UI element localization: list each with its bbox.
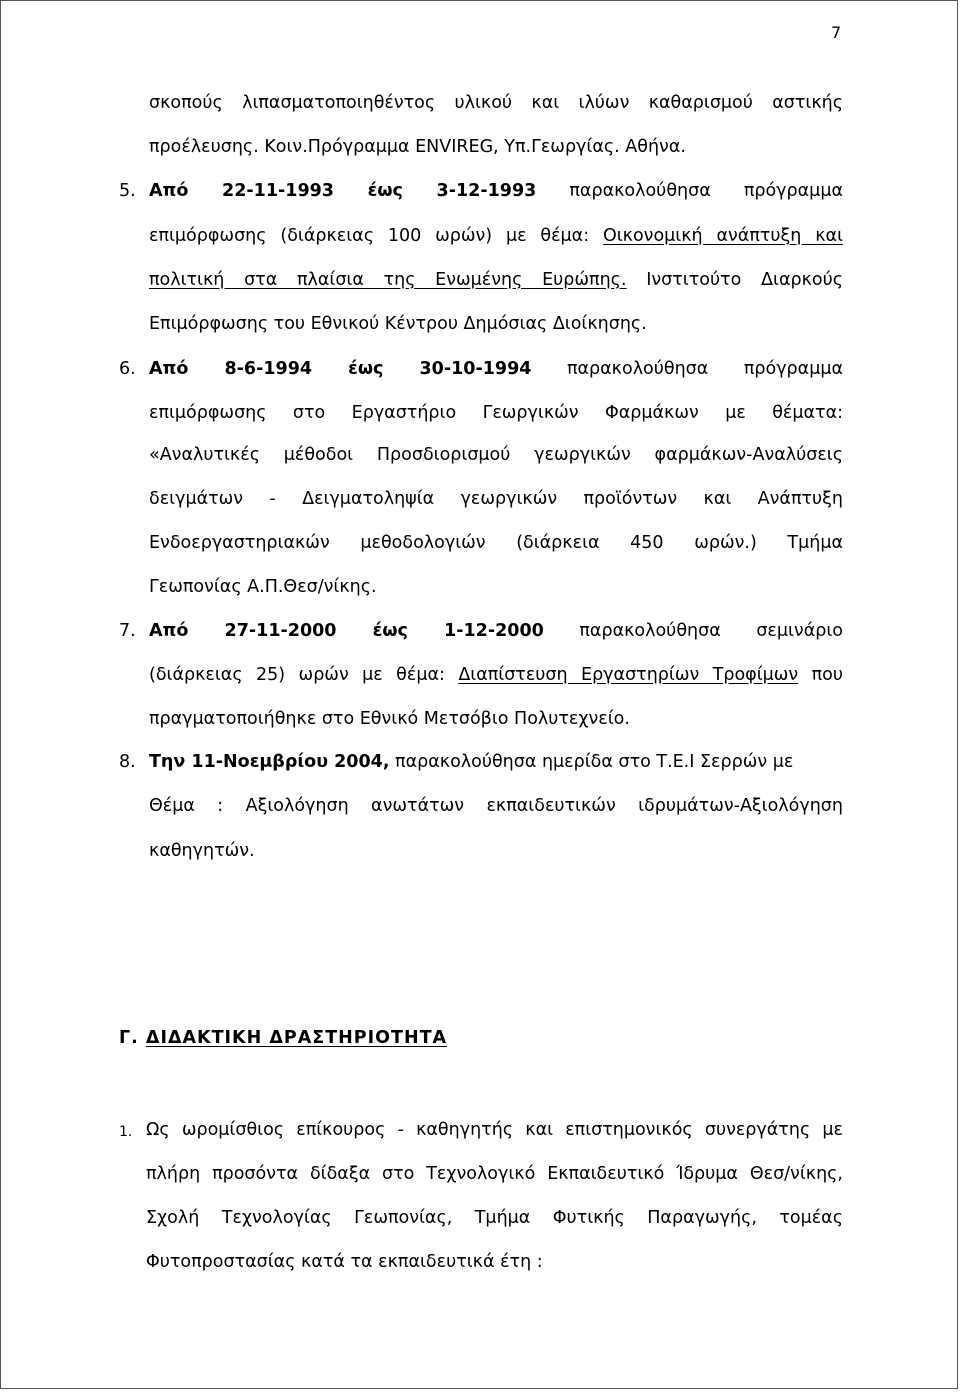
section-heading (119, 1026, 447, 1050)
item7-line2-pre: (διάρκειας 25) ωρών με θέμα: (149, 665, 459, 685)
item8-line2: Θέμα : Αξιολόγηση ανωτάτων εκπαιδευτικών ιδρυμάτων-Αξιολόγηση (149, 796, 843, 816)
page-number: 7 (831, 23, 842, 42)
item5-topic-part2: πολιτική στα πλαίσια της Ενωμένης Ευρώπης. (149, 270, 627, 290)
item7-topic: Διαπίστευση Εργαστηρίων Τροφίμων (458, 665, 799, 685)
item6-number: 6. (119, 359, 136, 379)
item5-line3-rest: Ινστιτούτο Διαρκούς (626, 270, 844, 290)
item8-line1-rest: παρακολούθησα ημερίδα στο Τ.Ε.Ι Σερρών με (389, 752, 794, 772)
item6-line4: δειγμάτων - Δειγματοληψία γεωργικών προϊόντων και Ανάπτυξη (149, 489, 843, 509)
item5-line1-rest: παρακολούθησα πρόγραμμα (536, 181, 843, 201)
item7-line1 (149, 619, 843, 643)
item5-line2-pre: επιμόρφωσης (διάρκειας 100 ωρών) με θέμα: (149, 226, 603, 246)
item8-date: Την 11-Νοεμβρίου 2004, (149, 752, 390, 772)
item6-line3: «Αναλυτικές μέθοδοι Προσδιορισμού γεωργικών φαρμάκων-Αναλύσεις (149, 445, 843, 465)
item5-line4: Επιμόρφωσης του Εθνικού Κέντρου Δημόσιας Διοίκησης. (149, 314, 647, 334)
section-letter: Γ. (119, 1028, 146, 1048)
teaching1-line3: Σχολή Τεχνολογίας Γεωπονίας, Τμήμα Φυτικής Παραγωγής, τομέας (146, 1208, 843, 1228)
item7-line3: πραγματοποιήθηκε στο Εθνικό Μετσόβιο Πολυτεχνείο. (149, 709, 630, 729)
section-title: ΔΙΔΑΚΤΙΚΗ ΔΡΑΣΤΗΡΙΟΤΗΤΑ (145, 1028, 448, 1048)
teaching1-line2: πλήρη προσόντα δίδαξα στο Τεχνολογικό Εκπαιδευτικό Ίδρυμα Θεσ/νίκης, (146, 1164, 843, 1184)
item4-line2: προέλευσης. Κοιν.Πρόγραμμα ENVIREG, Υπ.Γεωργίας. Αθήνα. (149, 137, 686, 157)
item6-line2: επιμόρφωσης στο Εργαστήριο Γεωργικών Φαρμάκων με θέματα: (149, 403, 843, 423)
item6-dates: Από 8-6-1994 έως 30-10-1994 (149, 359, 532, 379)
item6-line1-rest: παρακολούθησα πρόγραμμα (531, 359, 843, 379)
item5-topic-part1: Οικονομική ανάπτυξη και (602, 226, 843, 246)
item7-dates: Από 27-11-2000 έως 1-12-2000 (149, 621, 544, 641)
item8-line1 (149, 750, 843, 774)
item8-number: 8. (119, 752, 136, 772)
item5-line1 (149, 179, 843, 203)
item6-line5: Ενδοεργαστηριακών μεθοδολογιών (διάρκεια 450 ωρών.) Τμήμα (149, 533, 843, 553)
teaching1-line1: Ως ωρομίσθιος επίκουρος - καθηγητής και επιστημονικός συνεργάτης με (146, 1120, 843, 1140)
item5-number: 5. (119, 181, 136, 201)
item6-line6: Γεωπονίας Α.Π.Θεσ/νίκης. (149, 577, 377, 597)
item7-line2 (149, 663, 843, 687)
item6-line1 (149, 357, 843, 381)
teaching1-number: 1. (119, 1124, 133, 1140)
item5-line2 (149, 224, 843, 248)
teaching1-line4: Φυτοπροστασίας κατά τα εκπαιδευτικά έτη : (146, 1252, 543, 1272)
item7-line2-post: που (798, 665, 843, 685)
item7-line1-rest: παρακολούθησα σεμινάριο (543, 621, 843, 641)
item8-line3: καθηγητών. (149, 841, 255, 861)
item5-dates: Από 22-11-1993 έως 3-12-1993 (149, 181, 537, 201)
item5-line3 (149, 268, 843, 292)
item4-line1: σκοπούς λιπασματοποιηθέντος υλικού και ιλύων καθαρισμού αστικής (149, 93, 843, 113)
item7-number: 7. (119, 621, 136, 641)
